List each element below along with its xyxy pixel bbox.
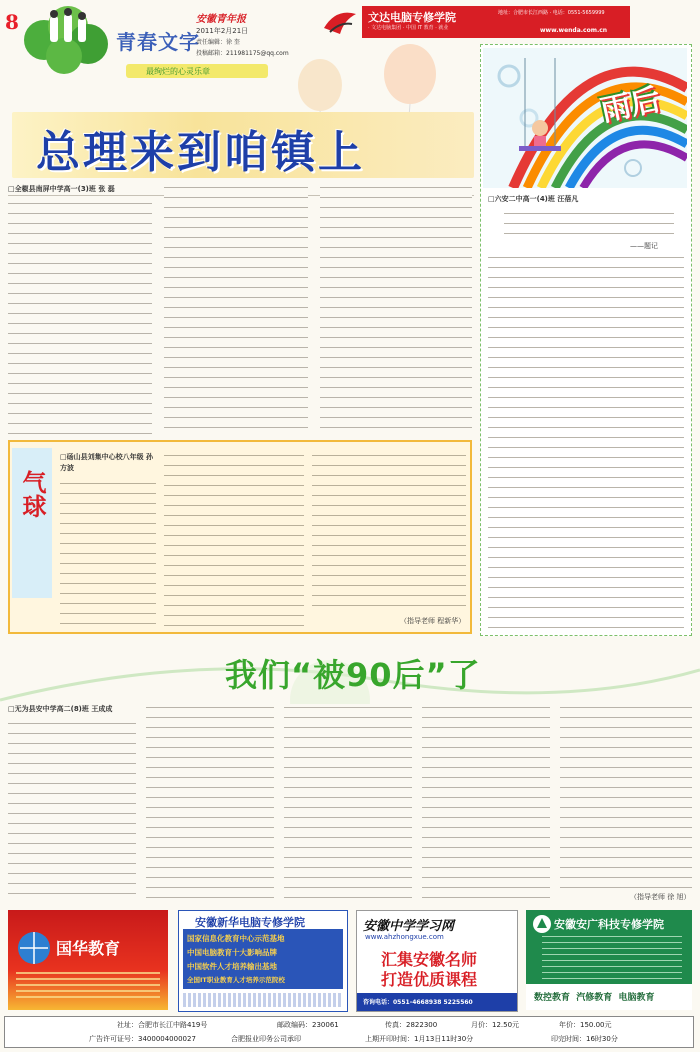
byline-article3: □砀山县刘集中心校八年级 孙方波 [60,453,154,472]
headline-article1: 总理来到咱镇上 [36,127,365,178]
article3-editor-note: （指导老师 程新华） [400,617,466,625]
footer-finish: 印完时间：16时30分 [551,1035,618,1043]
globe-icon [16,930,52,966]
ad-zhongxue-slogan-1: 汇集安徽名师 [381,950,478,969]
ad-angguang[interactable] [526,910,692,1010]
ad-angguang-name: 安徽安广科技专修学院 [554,918,664,931]
ad-guohua-stripes [16,972,160,1002]
ad-xinhua-line-2: 中国电脑教育十大影响品牌 [187,948,277,957]
students-clover-logo [22,4,114,76]
ad-top-school: 文达电脑专修学院 [368,11,456,24]
ad-zhongxue-name: 安徽中学学习网 [363,919,455,934]
editor-credit: 责任编辑：徐 奎 [196,39,240,46]
ad-guohua-name: 国华教育 [56,939,121,958]
footer-annual-price: 年价：150.00元 [559,1021,612,1029]
angguang-logo-icon [532,914,552,934]
ad-zhongxue[interactable] [356,910,518,1012]
footer-printer: 合肥报业印务公司承印 [231,1035,301,1043]
byline-article4: □无为县安中学高二(8)班 王成成 [8,705,113,713]
article4-column-1 [8,720,136,902]
article1-column-3 [320,184,472,436]
issue-date: 2011年2月21日 [196,27,249,35]
page-number: 8 [5,10,19,34]
ad-xinhua-name: 安徽新华电脑专修学院 [195,916,305,929]
section-title: 青春文字 [116,30,200,54]
article2-title: 雨后 [597,82,664,129]
article3-column-2 [164,452,304,628]
paper-name: 安徽青年报 [196,14,246,25]
wenda-logo-icon [322,6,358,38]
ad-angguang-details [542,934,682,980]
article2-epigraph [504,210,674,240]
epigraph-attribution: ——题记 [630,242,658,250]
article4-column-2 [146,704,274,902]
footer-postcode: 邮政编码：230061 [277,1021,339,1029]
footer-address: 社址：合肥市长江中路419号 [117,1021,208,1029]
ad-angguang-courses: 数控教育 汽修教育 电脑教育 [534,993,655,1003]
ad-xinhua-line-4: 全国IT职业教育人才培养示范院校 [187,976,285,984]
ad-top-info: 地址：合肥市长江西路 · 电话：0551-5659999 [498,10,605,16]
article1-column-2 [164,184,308,436]
article2-body [488,254,684,630]
article1-column-1 [8,200,152,436]
slogan-text: 最绚烂的心灵乐章 [146,67,210,76]
footer-fax: 传真：2822300 [385,1021,438,1029]
article4-editor-note: （指导老师 徐 旭） [630,893,691,901]
ad-xinhua[interactable] [178,910,348,1012]
page-footer [4,1016,694,1048]
footer-monthly-price: 月价：12.50元 [471,1021,520,1029]
headline-article4: 我们“被90后”了 [225,656,481,694]
ad-top-web: www.wenda.com.cn [540,27,608,34]
footer-license: 广告许可证号：3400004000027 [89,1035,196,1043]
byline-article1: □全椒县南屏中学高一(3)班 张 磊 [8,185,115,193]
ad-top-tagline: · 文达电脑集团 · 中国 IT 教育 · 就业 [368,25,449,31]
byline-article2: □六安二中高一(4)班 汪蓓凡 [488,195,579,203]
ad-zhongxue-slogan-2: 打造优质课程 [381,970,478,989]
submission-email: 投稿邮箱：211981175@qq.com [196,50,289,57]
article4-column-4 [422,704,550,902]
article3-column-1 [60,480,156,628]
article4-column-5 [560,704,692,890]
ad-zhongxue-phone: 咨询电话：0551-4668938 5225560 [363,999,473,1006]
ad-guohua[interactable] [8,910,168,1010]
ad-zhongxue-web: www.ahzhongxue.com [365,933,444,941]
article4-column-3 [284,704,412,902]
ad-xinhua-line-3: 中国软件人才培养输出基地 [187,962,277,971]
article3-title: 气球 [18,470,46,518]
footer-schedule: 上期开印时间：1月13日11时30分 [365,1035,474,1043]
article3-column-3 [312,452,466,612]
ad-xinhua-footer [183,993,343,1007]
ad-xinhua-line-1: 国家信息化教育中心示范基地 [187,934,285,943]
